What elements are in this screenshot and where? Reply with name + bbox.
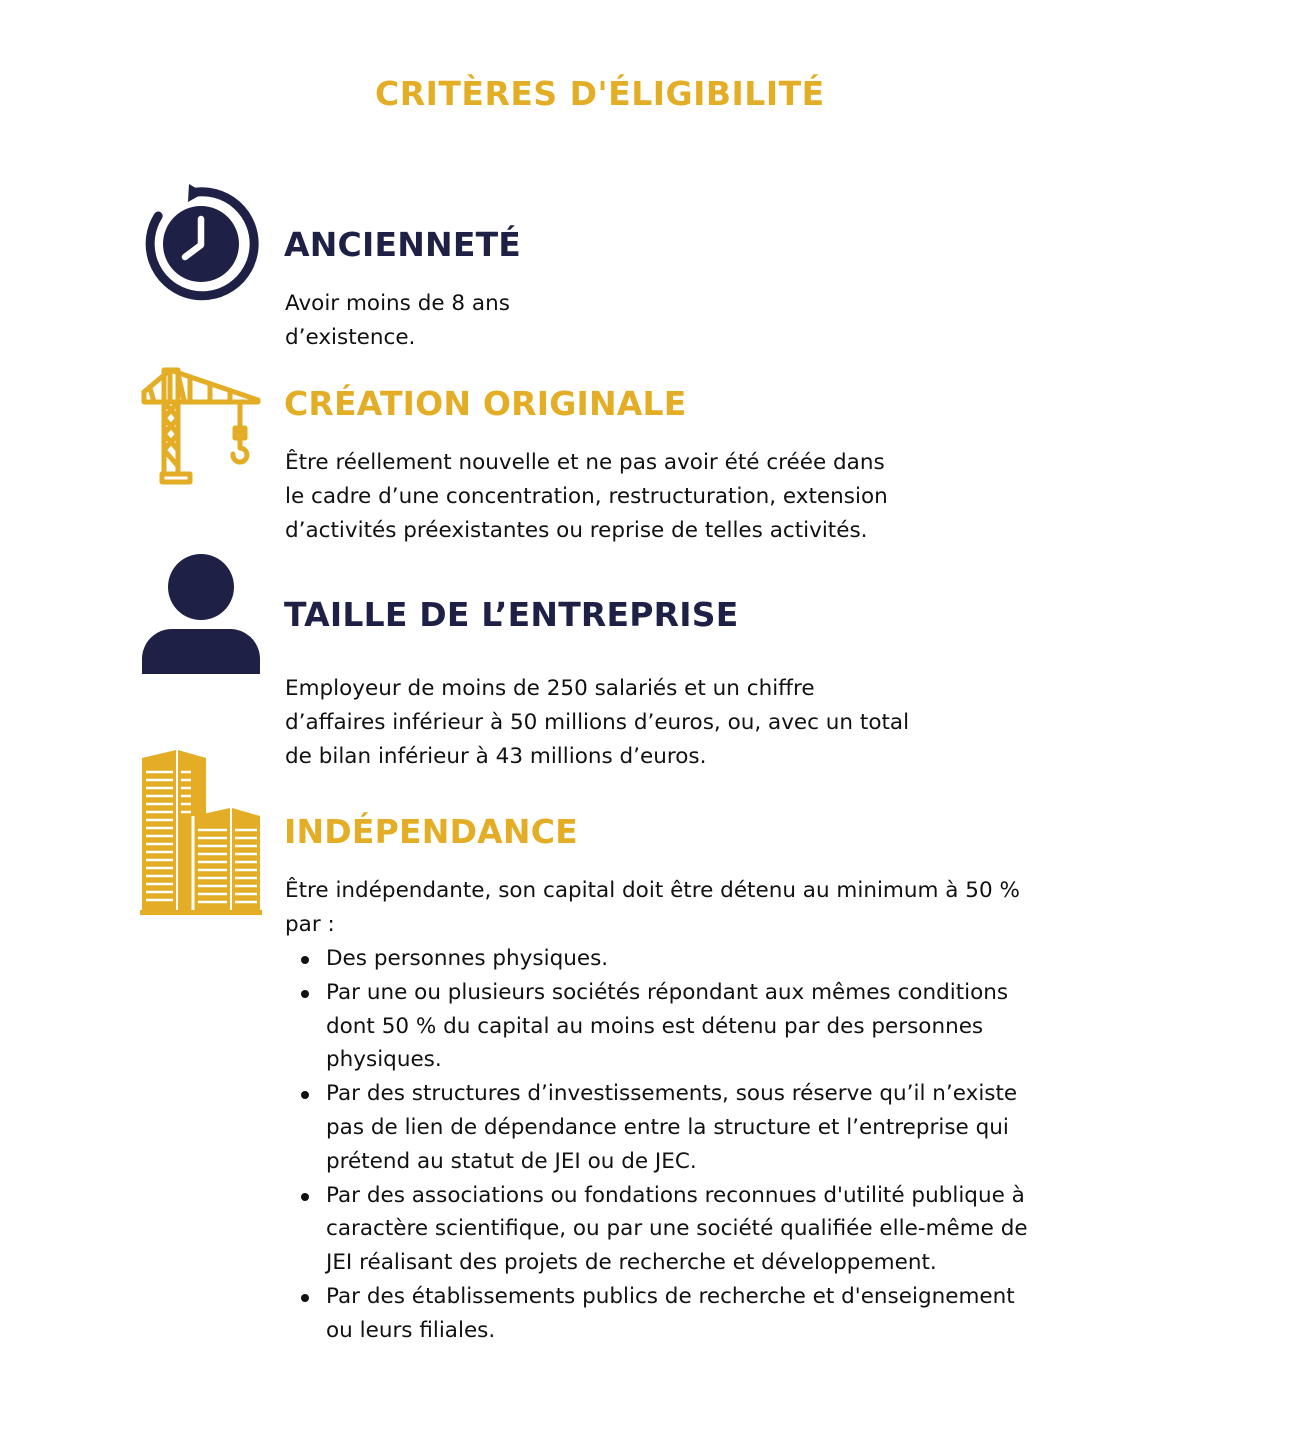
list-item bbox=[300, 976, 1028, 1077]
text-line: d’affaires inférieur à 50 millions d’euros, ou, avec un total bbox=[285, 709, 910, 735]
text-line: Être réellement nouvelle et ne pas avoir été créée dans bbox=[285, 450, 885, 475]
text-line: Par une ou plusieurs sociétés répondant aux mêmes conditions bbox=[326, 979, 1009, 1005]
page-title: CRITÈRES D'ÉLIGIBILITÉ bbox=[375, 74, 825, 113]
text-line: ou leurs filiales. bbox=[326, 1317, 496, 1343]
text-line: Être indépendante, son capital doit être détenu au minimum à 50 % bbox=[285, 878, 1020, 903]
text-line: pas de lien de dépendance entre la structure et l’entreprise qui bbox=[326, 1114, 1009, 1140]
text-line: Par des établissements publics de recherche et d'enseignement bbox=[326, 1283, 1015, 1309]
section-text-creation bbox=[285, 446, 888, 547]
clock-icon bbox=[140, 183, 262, 305]
list-item bbox=[300, 942, 1028, 976]
text-line: d’existence. bbox=[285, 324, 416, 350]
buildings-icon bbox=[140, 750, 264, 916]
list-item bbox=[300, 1077, 1028, 1178]
text-line: dont 50 % du capital au moins est détenu par des personnes bbox=[326, 1013, 984, 1039]
text-line: caractère scientifique, ou par une société qualifiée elle-même de bbox=[326, 1216, 1028, 1242]
section-heading-anciennete: ANCIENNETÉ bbox=[284, 225, 522, 264]
text-line: par : bbox=[285, 911, 335, 937]
person-icon bbox=[140, 554, 262, 676]
text-line: Avoir moins de 8 ans bbox=[285, 291, 510, 316]
text-line: de bilan inférieur à 43 millions d’euros. bbox=[285, 743, 707, 769]
crane-icon bbox=[140, 362, 262, 486]
independance-bullet-list bbox=[300, 942, 1028, 1348]
text-line: Par des associations ou fondations reconnues d'utilité publique à bbox=[326, 1182, 1025, 1208]
section-text-anciennete bbox=[285, 287, 510, 355]
text-line: JEI réalisant des projets de recherche et développement. bbox=[326, 1250, 937, 1276]
text-line: physiques. bbox=[326, 1047, 442, 1073]
list-item bbox=[300, 1179, 1028, 1280]
text-line: d’activités préexistantes ou reprise de telles activités. bbox=[285, 517, 868, 543]
section-heading-creation: CRÉATION ORIGINALE bbox=[284, 384, 687, 423]
text-line: prétend au statut de JEI ou de JEC. bbox=[326, 1148, 697, 1174]
text-line: le cadre d’une concentration, restructuration, extension bbox=[285, 483, 888, 509]
list-item bbox=[300, 1280, 1028, 1348]
section-text-taille bbox=[285, 672, 909, 773]
section-heading-independance: INDÉPENDANCE bbox=[284, 812, 578, 851]
text-line: Par des structures d’investissements, sous réserve qu’il n’existe bbox=[326, 1081, 1018, 1107]
section-text-independance bbox=[285, 874, 1020, 942]
section-heading-taille: TAILLE DE L’ENTREPRISE bbox=[284, 595, 739, 634]
text-line: Des personnes physiques. bbox=[326, 946, 609, 971]
text-line: Employeur de moins de 250 salariés et un chiffre bbox=[285, 676, 815, 701]
